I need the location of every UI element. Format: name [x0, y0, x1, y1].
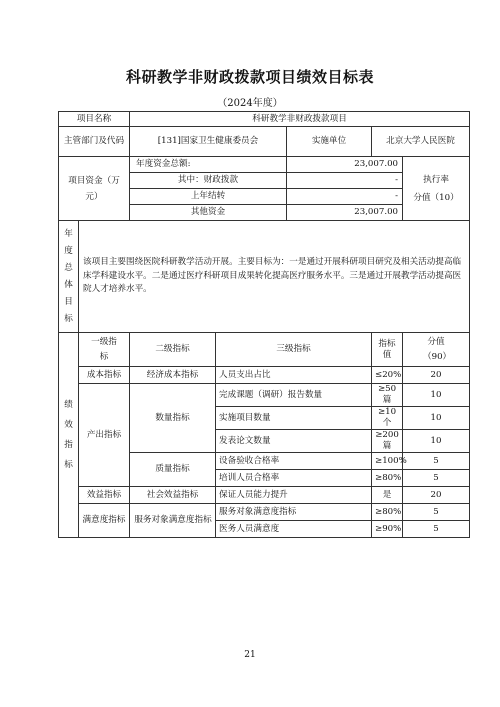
perf-row-5-value: ≥100%: [372, 453, 403, 470]
subgroup-quantity: 数量指标: [130, 384, 216, 453]
page-title: 科研教学非财政拨款项目绩效目标表: [125, 68, 374, 86]
implementing-unit-value: 北京大学人民医院: [372, 127, 470, 157]
fund-score-label: 分值（10）: [413, 192, 459, 203]
header-value: 指标值: [372, 333, 403, 367]
perf-row-6-level3: 培训人员合格率: [216, 470, 372, 487]
perf-row-1-score: 20: [403, 367, 470, 384]
perf-row-3-value: ≥10 个: [372, 407, 403, 430]
group-output: 产出指标: [79, 384, 130, 487]
perf-row-3-score: 10: [403, 407, 470, 430]
perf-row-9-value: ≥90%: [372, 521, 403, 538]
fund-carryover-value: -: [287, 189, 403, 205]
perf-row-8-value: ≥80%: [372, 504, 403, 521]
perf-row-7: [59, 487, 470, 504]
fund-label: 项目资金（万元）: [59, 157, 130, 221]
perf-row-9-level3: 医务人员满意度: [216, 521, 372, 538]
annual-goal-label: [59, 221, 79, 333]
fund-row-total: [59, 157, 470, 173]
perf-row-1-level3: 人员支出占比: [216, 367, 372, 384]
performance-label-text: 绩效指标: [64, 400, 73, 470]
subgroup-service-satisfaction: 服务对象满意度指标: [130, 504, 216, 538]
exec-rate-cell: [403, 157, 470, 221]
fund-other-label: 其他资金: [130, 205, 287, 221]
group-cost: 成本指标: [79, 367, 130, 384]
performance-label: [59, 333, 79, 538]
header-level2: 二级指标: [130, 333, 216, 367]
perf-row-9-score: 5: [403, 521, 470, 538]
annual-goal-row: [59, 221, 470, 333]
perf-row-3-level3: 实施项目数量: [216, 407, 372, 430]
page-subtitle: （2024年度）: [217, 98, 283, 109]
perf-row-5-level3: 设备验收合格率: [216, 453, 372, 470]
fund-other-value: 23,007.00: [287, 205, 403, 221]
project-name-value: 科研教学非财政拨款项目: [130, 112, 470, 127]
perf-row-1: [59, 367, 470, 384]
perf-row-2-level3: 完成课题（调研）报告数量: [216, 384, 372, 407]
performance-header-row: [59, 333, 470, 367]
perf-row-8-score: 5: [403, 504, 470, 521]
fund-carryover-label: 上年结转: [130, 189, 287, 205]
annual-goal-label-text: 年度总体目标: [64, 228, 73, 324]
subgroup-social-benefit: 社会效益指标: [130, 487, 216, 504]
project-name-label: 项目名称: [59, 112, 130, 127]
subgroup-econ-cost: 经济成本指标: [130, 367, 216, 384]
performance-target-table: [58, 111, 470, 538]
perf-row-2-score: 10: [403, 384, 470, 407]
department-label: 主管部门及代码: [59, 127, 130, 157]
fund-fiscal-label: 其中：财政拨款: [130, 173, 287, 189]
header-score: 分值（90）: [403, 333, 470, 367]
perf-row-6-score: 5: [403, 470, 470, 487]
fund-total-label: 年度资金总额:: [130, 157, 287, 173]
fund-fiscal-value: -: [287, 173, 403, 189]
perf-row-2-value: ≥50 篇: [372, 384, 403, 407]
perf-row-7-level3: 保证人员能力提升: [216, 487, 372, 504]
department-value: [131]国家卫生健康委员会: [130, 127, 287, 157]
perf-row-7-value: 是: [372, 487, 403, 504]
perf-row-4-value: ≥200 篇: [372, 430, 403, 453]
perf-row-1-value: ≤20%: [372, 367, 403, 384]
fund-total-value: 23,007.00: [287, 157, 403, 173]
page-number: 21: [244, 650, 256, 660]
perf-row-8: [59, 504, 470, 521]
subgroup-quality: 质量指标: [130, 453, 216, 487]
project-name-row: [59, 112, 470, 127]
implementing-unit-label: 实施单位: [287, 127, 372, 157]
group-satisfaction: 满意度指标: [79, 504, 130, 538]
perf-row-5-score: 5: [403, 453, 470, 470]
perf-row-6-value: ≥80%: [372, 470, 403, 487]
perf-row-2: [59, 384, 470, 407]
header-level3: 三级指标: [216, 333, 372, 367]
group-benefit: 效益指标: [79, 487, 130, 504]
header-level1: 一级指标: [79, 333, 130, 367]
department-row: [59, 127, 470, 157]
perf-row-7-score: 20: [403, 487, 470, 504]
perf-row-8-level3: 服务对象满意度指标: [216, 504, 372, 521]
annual-goal-text: 该项目主要围绕医院科研教学活动开展。主要目标为：一是通过开展科研项目研究及相关活动提高临床学科建设水平。二是通过医疗科研项目成果转化提高医疗服务水平。三是通过开展教学活动提高医院人才培养水平。: [79, 221, 470, 333]
perf-row-4-score: 10: [403, 430, 470, 453]
exec-rate-label: 执行率: [423, 174, 449, 185]
perf-row-4-level3: 发表论文数量: [216, 430, 372, 453]
